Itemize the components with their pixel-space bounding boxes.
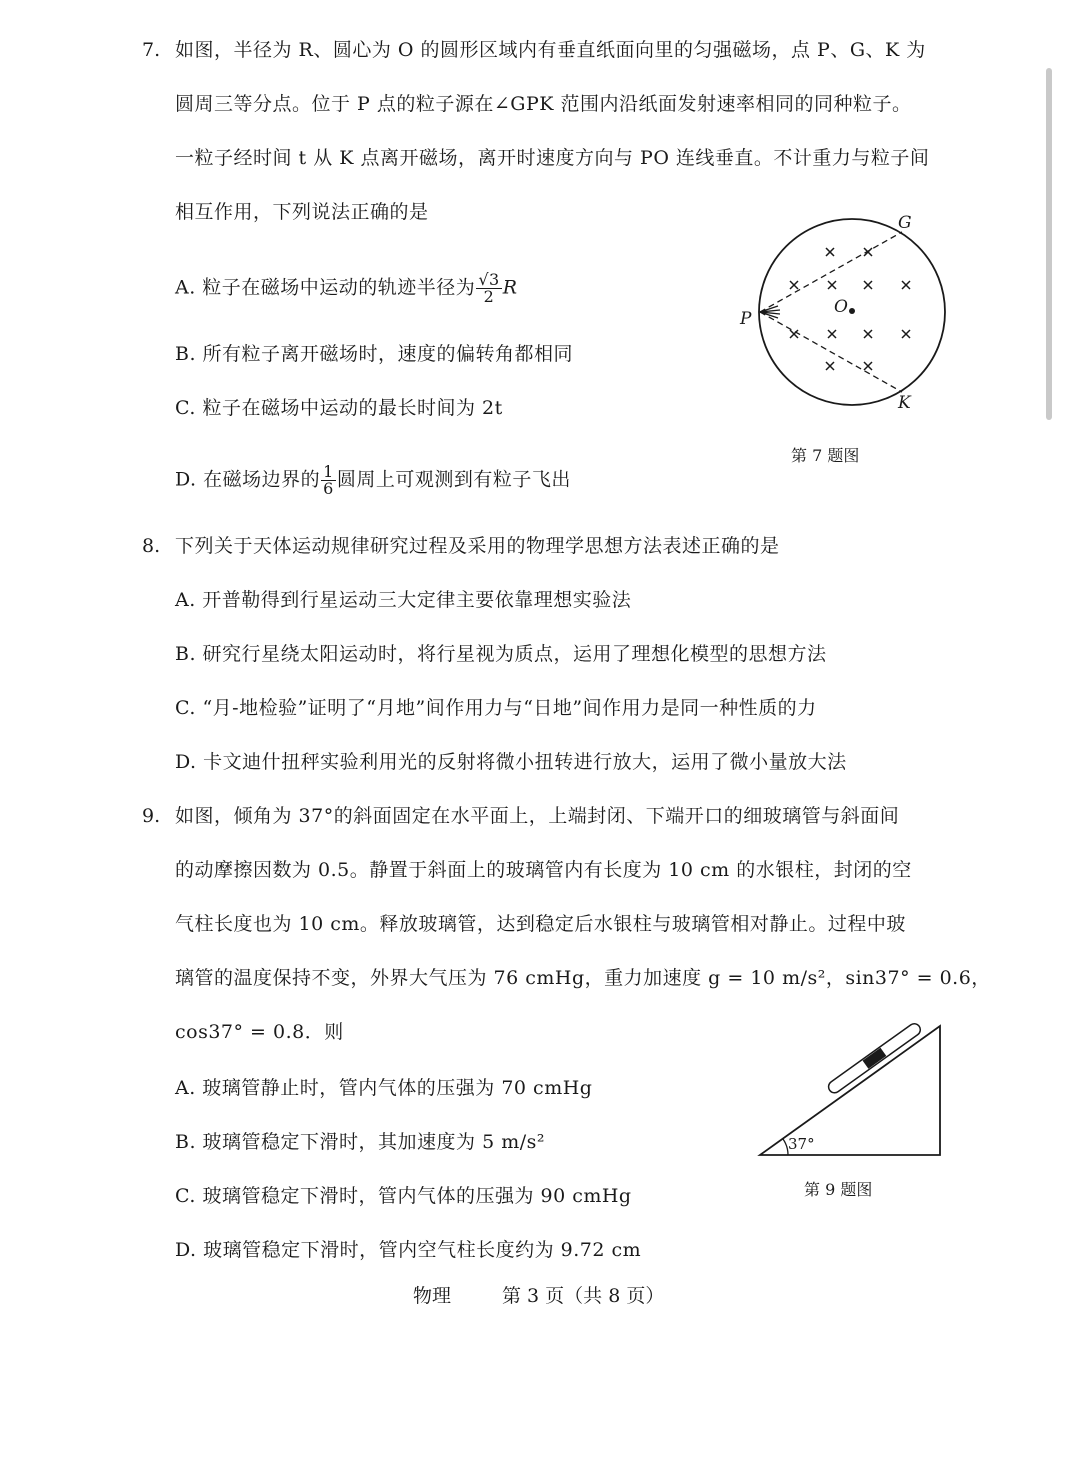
option-d-text: D. 在磁场边界的 xyxy=(175,468,321,491)
figure-7-caption: 第 7 题图 xyxy=(791,446,860,465)
question-text-line: 的动摩擦因数为 0.5。静置于斜面上的玻璃管内有长度为 10 cm 的水银柱，封闭的空 xyxy=(175,859,912,881)
label-g: G xyxy=(898,213,912,233)
scrollbar[interactable] xyxy=(1046,68,1052,420)
fraction-denominator: 6 xyxy=(323,479,334,498)
figure-7-magnetic-field xyxy=(730,210,960,420)
option-d xyxy=(175,464,571,497)
option-b: B. 研究行星绕太阳运动时，将行星视为质点，运用了理想化模型的思想方法 xyxy=(175,643,827,665)
option-a: A. 玻璃管静止时，管内气体的压强为 70 cmHg xyxy=(175,1077,593,1099)
question-text-line: 相互作用，下列说法正确的是 xyxy=(175,201,429,223)
question-text-line: 气柱长度也为 10 cm。释放玻璃管，达到稳定后水银柱与玻璃管相对静止。过程中玻 xyxy=(175,913,906,935)
label-o: O xyxy=(834,297,848,317)
incline-triangle xyxy=(760,1026,940,1155)
question-number: 9. xyxy=(142,805,161,827)
fraction xyxy=(321,464,336,497)
footer-subject: 物理 xyxy=(413,1285,452,1307)
glass-tube xyxy=(826,1021,922,1095)
question-text-line: 璃管的温度保持不变，外界大气压为 76 cmHg，重力加速度 g = 10 m/s²，sin37° = 0.6， xyxy=(175,967,991,989)
footer-page-number: 第 3 页（共 8 页） xyxy=(502,1285,665,1307)
question-text-line: 如图，倾角为 37°的斜面固定在水平面上，上端封闭、下端开口的细玻璃管与斜面间 xyxy=(175,805,900,827)
fraction-denominator: 2 xyxy=(483,287,495,306)
option-b: B. 所有粒子离开磁场时，速度的偏转角都相同 xyxy=(175,343,574,365)
option-a xyxy=(175,272,518,305)
figure-9-caption: 第 9 题图 xyxy=(804,1180,873,1199)
option-d-suffix: 圆周上可观测到有粒子飞出 xyxy=(336,468,571,491)
option-c: C. “月-地检验”证明了“月地”间作用力与“日地”间作用力是同一种性质的力 xyxy=(175,697,817,719)
fraction-numerator: √3 xyxy=(478,270,500,289)
option-c: C. 玻璃管稳定下滑时，管内气体的压强为 90 cmHg xyxy=(175,1185,632,1207)
question-number: 7. xyxy=(142,39,161,61)
question-text-line: 一粒子经时间 t 从 K 点离开磁场，离开时速度方向与 PO 连线垂直。不计重力与粒子间 xyxy=(175,147,930,169)
question-stem: 下列关于天体运动规律研究过程及采用的物理学思想方法表述正确的是 xyxy=(175,535,780,557)
question-text-line: cos37° = 0.8．则 xyxy=(175,1021,344,1043)
line-p-to-g xyxy=(760,232,902,312)
question-number: 8. xyxy=(142,535,161,557)
option-a-text: A. 粒子在磁场中运动的轨迹半径为 xyxy=(175,276,476,299)
label-k: K xyxy=(898,393,911,413)
option-d: D. 玻璃管稳定下滑时，管内空气柱长度约为 9.72 cm xyxy=(175,1239,642,1261)
fraction-numerator: 1 xyxy=(323,462,334,481)
angle-label: 37° xyxy=(788,1135,815,1153)
option-d: D. 卡文迪什扭秤实验利用光的反射将微小扭转进行放大，运用了微小量放大法 xyxy=(175,751,847,773)
option-a: A. 开普勒得到行星运动三大定律主要依靠理想实验法 xyxy=(175,589,632,611)
fraction xyxy=(476,272,501,305)
velocity-arrows xyxy=(760,306,780,318)
figure-9-incline xyxy=(752,1018,952,1163)
option-c: C. 粒子在磁场中运动的最长时间为 2t xyxy=(175,397,503,419)
question-text-line: 圆周三等分点。位于 P 点的粒子源在∠GPK 范围内沿纸面发射速率相同的同种粒子。 xyxy=(175,93,912,115)
option-a-suffix: R xyxy=(502,276,518,299)
label-p: P xyxy=(740,309,752,329)
line-p-to-k xyxy=(760,312,902,392)
question-text-line: 如图，半径为 R、圆心为 O 的圆形区域内有垂直纸面向里的匀强磁场，点 P、G、K 为 xyxy=(175,39,926,61)
center-dot xyxy=(849,308,855,314)
option-b: B. 玻璃管稳定下滑时，其加速度为 5 m/s² xyxy=(175,1131,545,1153)
